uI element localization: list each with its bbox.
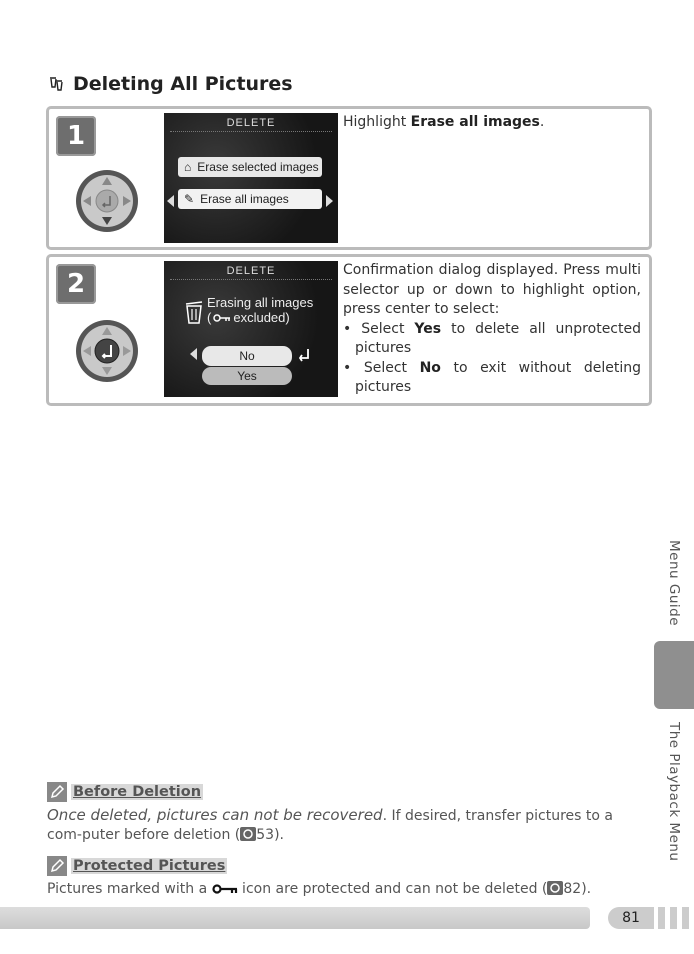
sidebar-menu-guide: Menu Guide: [666, 540, 682, 626]
footer-bar: [0, 907, 590, 929]
option-erase-selected[interactable]: ⌂ Erase selected images: [178, 157, 322, 177]
protect-key-icon: [213, 314, 231, 322]
note-heading: Before Deletion: [47, 782, 647, 802]
step-number: 2: [56, 264, 96, 304]
trash-icon: [184, 297, 204, 325]
screen-title: DELETE: [164, 265, 338, 280]
multi-selector-icon: [75, 319, 139, 383]
option-yes[interactable]: Yes: [202, 367, 292, 385]
page-number: 81: [608, 907, 654, 929]
delete-all-icon: [47, 74, 67, 94]
camera-screen: [164, 113, 338, 243]
pencil-icon: [47, 856, 67, 876]
list-item: • Select Yes to delete all unprotected pictures: [343, 320, 641, 356]
camera-screen: [164, 261, 338, 397]
option-no[interactable]: No: [202, 346, 292, 366]
step-2: [46, 254, 652, 406]
footer-stripe: [658, 907, 665, 929]
sidebar-playback-menu: The Playback Menu: [666, 722, 682, 862]
footer-stripe: [682, 907, 689, 929]
confirm-prompt: Erasing all images ( excluded): [207, 295, 314, 325]
note-protected-pictures: [47, 856, 647, 899]
note-text: Pictures marked with a icon are protected and can not be deleted ( 82).: [47, 881, 592, 897]
pencil-icon: [47, 782, 67, 802]
title-text: Deleting All Pictures: [73, 73, 293, 95]
erase-selected-icon: ⌂: [184, 160, 192, 174]
left-arrow-icon: [190, 348, 197, 360]
multi-selector-icon: [75, 169, 139, 233]
step-description: Confirmation dialog displayed. Press multi selector up or down to highlight option, press center to select: • Select Yes to delete all unprotected pictures • Select No to exit without deleting pictures: [343, 261, 641, 398]
step-1: [46, 106, 652, 250]
reference-icon: [240, 827, 256, 841]
screen-title: DELETE: [164, 117, 338, 132]
option-erase-all[interactable]: ✎ Erase all images: [178, 189, 322, 209]
erase-all-icon: ✎: [184, 192, 195, 206]
section-tab: [654, 641, 694, 709]
section-title: [47, 73, 293, 95]
note-heading: Protected Pictures: [47, 856, 647, 876]
enter-icon: [297, 348, 311, 362]
right-arrow-icon: [326, 195, 333, 207]
step-number: 1: [56, 116, 96, 156]
footer-stripe: [670, 907, 677, 929]
step-description: Highlight Erase all images.: [343, 114, 545, 130]
list-item: • Select No to exit without deleting pictures: [343, 359, 641, 395]
bullet-list: [343, 320, 641, 398]
left-arrow-icon: [167, 195, 174, 207]
protect-key-icon: [212, 884, 238, 894]
reference-icon: [547, 881, 563, 895]
note-text: Once deleted, pictures can not be recovered. If desired, transfer pictures to a com-puter before deletion ( 53).: [47, 806, 613, 843]
note-before-deletion: [47, 782, 647, 845]
